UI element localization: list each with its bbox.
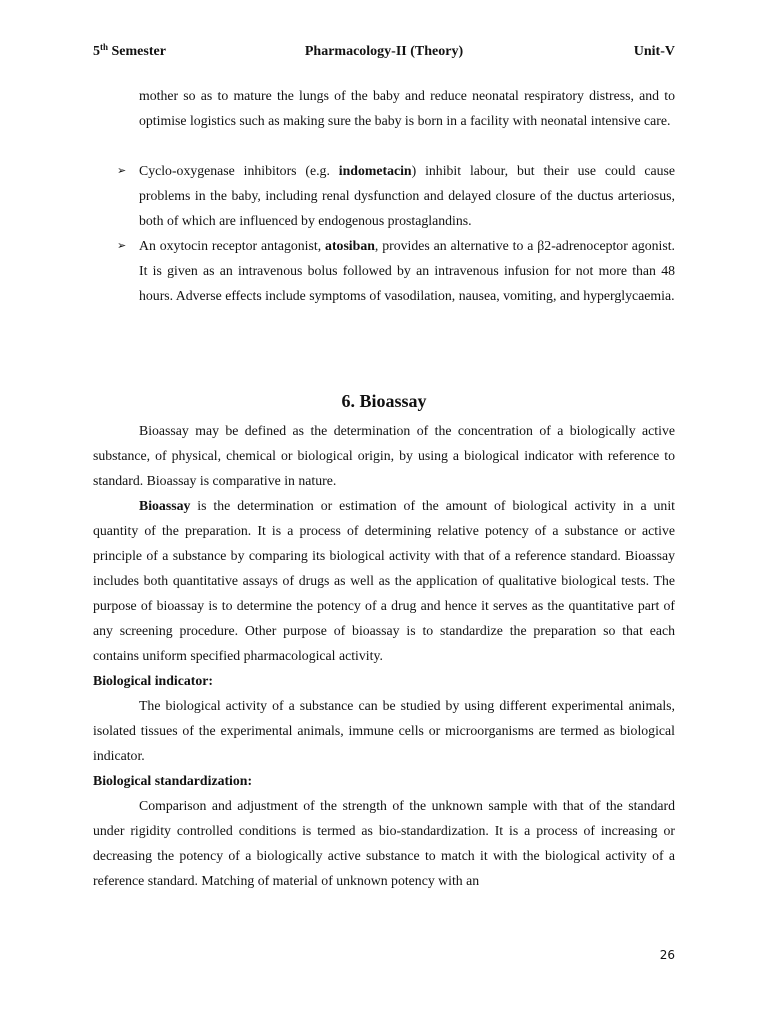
- bullet-item: ➢ An oxytocin receptor antagonist, atosiban, provides an alternative to a β2-adrenoceptor agonist. It is given as an intravenous bolus followed by an intravenous infusion for not more than 48 hours. Adverse effects include symptoms of vasodilation, nausea, vomiting, and hyperglycaemia.: [117, 233, 675, 308]
- header-unit: Unit-V: [633, 44, 675, 59]
- drug-name: indometacin: [338, 163, 412, 178]
- subheading: Biological indicator:: [93, 673, 213, 688]
- header-semester: 5th Semester: [93, 42, 166, 59]
- bullet-list: [117, 158, 675, 308]
- page-number: 26: [659, 948, 675, 962]
- subheading: Biological standardization:: [93, 773, 253, 788]
- paragraph: Bioassay is the determination or estimation of the amount of biological activity in a unit quantity of the preparation. It is a process of determining relative potency of a substance or active principle of a substance by comparing its biological activity with that of a reference standard. Bioassay includes both quantitative assays of drugs as well as the application of qualitative biological tests. The purpose of bioassay is to determine the potency of a drug and hence it serves as the quantitative part of any screening procedure. Other purpose of bioassay is to standardize the preparation so that each contains uniform specified pharmacological activity.: [93, 498, 675, 663]
- continuation-paragraph: mother so as to mature the lungs of the baby and reduce neonatal respiratory distress, and to optimise logistics such as making sure the baby is born in a facility with neonatal intensive care.: [139, 88, 675, 128]
- arrow-bullet-icon: ➢: [117, 164, 127, 177]
- section-body: [93, 418, 675, 893]
- bullet-item: ➢ Cyclo-oxygenase inhibitors (e.g. indometacin) inhibit labour, but their use could cause problems in the baby, including renal dysfunction and delayed closure of the ductus arteriosus, both of which are influenced by endogenous prostaglandins.: [117, 158, 675, 233]
- drug-name: atosiban: [325, 238, 375, 253]
- header-course: Pharmacology-II (Theory): [304, 44, 464, 59]
- section-title: 6. Bioassay: [341, 391, 427, 411]
- paragraph: The biological activity of a substance can be studied by using different experimental animals, isolated tissues of the experimental animals, immune cells or microorganisms are termed as biological indicator.: [93, 698, 675, 763]
- arrow-bullet-icon: ➢: [117, 239, 127, 252]
- paragraph: Bioassay may be defined as the determination of the concentration of a biologically active substance, of physical, chemical or biological origin, by using a biological indicator with reference to standard. Bioassay is comparative in nature.: [93, 423, 675, 488]
- paragraph: Comparison and adjustment of the strength of the unknown sample with that of the standard under rigidity controlled conditions is termed as bio-standardization. It is a process of increasing or decreasing the potency of a biologically active substance to match it with the biological activity of a reference standard. Matching of material of unknown potency with an: [93, 798, 675, 888]
